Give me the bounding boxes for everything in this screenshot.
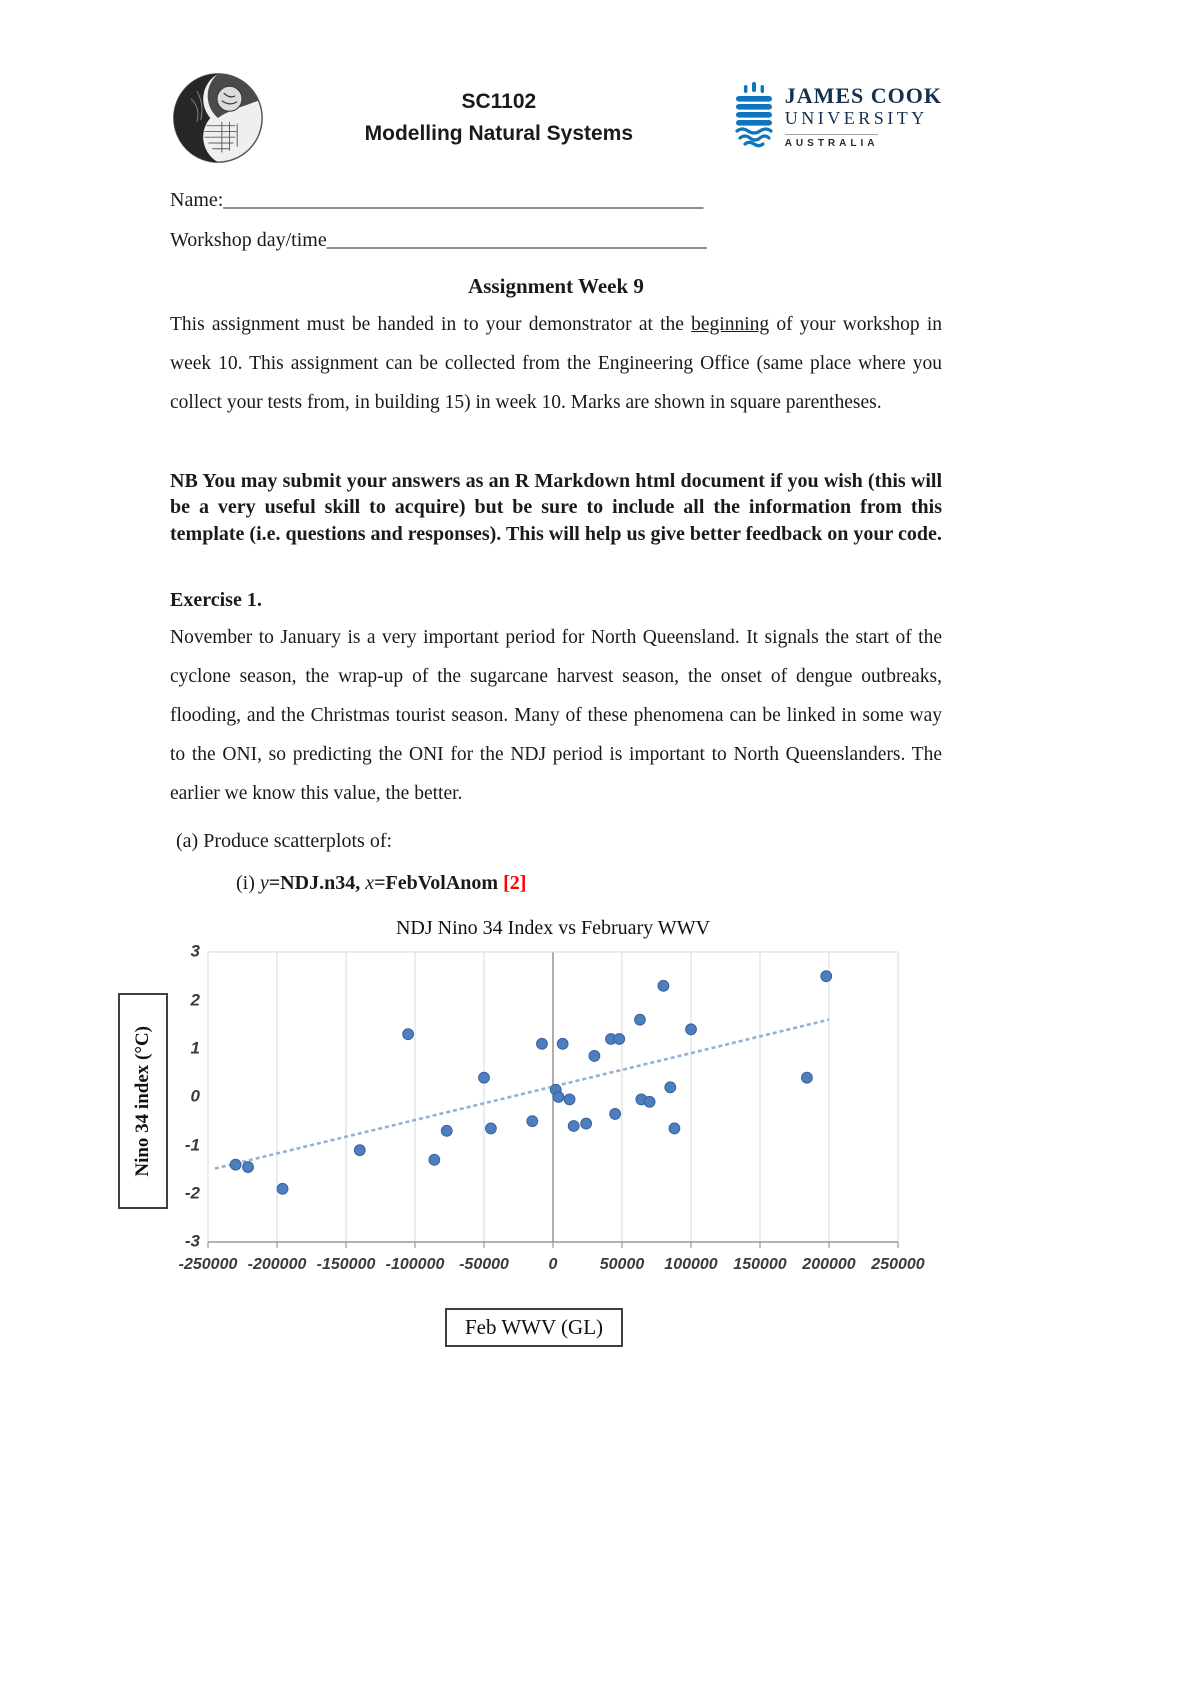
header-title-block xyxy=(266,70,732,149)
assignment-heading: Assignment Week 9 xyxy=(468,274,644,298)
scatter-chart xyxy=(132,917,925,1347)
part-a-line: (a) Produce scatterplots of: xyxy=(176,830,393,853)
part-i-line xyxy=(236,863,942,903)
y-axis-label: Nino 34 index (°C) xyxy=(132,1025,153,1177)
y-tick-label: -3 xyxy=(184,1231,200,1251)
x-tick-label: 0 xyxy=(548,1256,558,1274)
jcu-shield-icon xyxy=(732,82,776,148)
name-blank: ________________________________________________ xyxy=(223,189,704,211)
x-tick-label: -50000 xyxy=(459,1256,509,1274)
workshop-field-line xyxy=(170,220,942,260)
x-tick-label: 150000 xyxy=(733,1256,787,1274)
y-tick-label: 1 xyxy=(190,1038,200,1058)
y-tick-label: 0 xyxy=(190,1086,200,1106)
part-i-y-eq: =NDJ.n34, xyxy=(268,872,366,895)
part-i-x-eq: =FebVolAnom xyxy=(374,872,504,895)
jcu-country-line: AUSTRALIA xyxy=(785,134,879,149)
part-i-marks: [2] xyxy=(503,872,527,895)
exercise-1-heading: Exercise 1. xyxy=(170,589,262,612)
part-i-x-var: x xyxy=(365,872,375,895)
workshop-label: Workshop day/time xyxy=(170,229,327,251)
y-axis-label-box xyxy=(118,993,168,1209)
scatter-plot-svg xyxy=(208,952,898,1250)
name-label: Name: xyxy=(170,189,224,211)
y-tick-label: -1 xyxy=(184,1135,200,1155)
workshop-blank: ______________________________________ xyxy=(326,229,707,251)
jcu-wordmark xyxy=(785,82,942,149)
y-tick-label: 3 xyxy=(190,941,200,961)
exercise-1-paragraph: November to January is a very important period for North Queensland. It signals the start of the cyclone season, the wrap-up of the sugarcane harvest season, the onset of dengue outbreaks, flooding, and the Christmas tourist season. Many of these phenomena can be linked in some way to the ONI, so predicting the ONI for the NDJ period is important to North Queenslanders. The earlier we know this value, the better. xyxy=(170,627,942,805)
y-tick-label: -2 xyxy=(184,1183,200,1203)
x-axis-label-box: Feb WWV (GL) xyxy=(445,1308,623,1347)
x-tick-label: -250000 xyxy=(178,1256,238,1274)
course-code: SC1102 xyxy=(461,90,537,113)
assignment-intro-paragraph xyxy=(170,305,942,422)
intro-text-before: This assignment must be handed in to your demonstrator at the xyxy=(170,314,692,335)
y-tick-label: 2 xyxy=(190,990,200,1010)
jcu-logo xyxy=(732,70,942,149)
chart-plot-row xyxy=(132,941,898,1251)
x-tick-label: -100000 xyxy=(385,1256,445,1274)
x-tick-label: 50000 xyxy=(599,1256,645,1274)
course-title: Modelling Natural Systems xyxy=(364,121,634,145)
x-tick-label: 100000 xyxy=(664,1256,718,1274)
x-tick-label: 200000 xyxy=(802,1256,856,1274)
name-field-line xyxy=(170,180,942,220)
part-i-y-var: y xyxy=(259,872,269,895)
x-tick-label: -200000 xyxy=(247,1256,307,1274)
chart-title: NDJ Nino 34 Index vs February WWV xyxy=(395,917,711,940)
jcu-university-line: UNIVERSITY xyxy=(784,108,928,129)
intro-text-underlined: beginning xyxy=(691,314,770,335)
x-tick-label: 250000 xyxy=(871,1256,925,1274)
course-logo-icon xyxy=(170,70,266,166)
document-content xyxy=(132,70,942,1347)
x-axis-tick-labels xyxy=(178,1250,925,1278)
jcu-name-line: JAMES COOK xyxy=(784,83,942,108)
intro-text-after: of your workshop in week 10. This assignment can be collected from the Engineering Office (same place where you collect your tests from, in building 15) in week 10. Marks are shown in square parentheses. xyxy=(170,314,942,413)
y-axis-tick-labels xyxy=(170,941,208,1251)
nb-paragraph: NB You may submit your answers as an R Markdown html document if you wish (this will be a very useful skill to acquire) but be sure to include all the information from this template (i.e. questions and responses). This will help us give better feedback on your code. xyxy=(170,470,942,545)
part-i-prefix: (i) xyxy=(236,872,260,895)
chart-plot-area xyxy=(208,952,898,1250)
x-tick-label: -150000 xyxy=(316,1256,376,1274)
document-header xyxy=(170,70,942,166)
